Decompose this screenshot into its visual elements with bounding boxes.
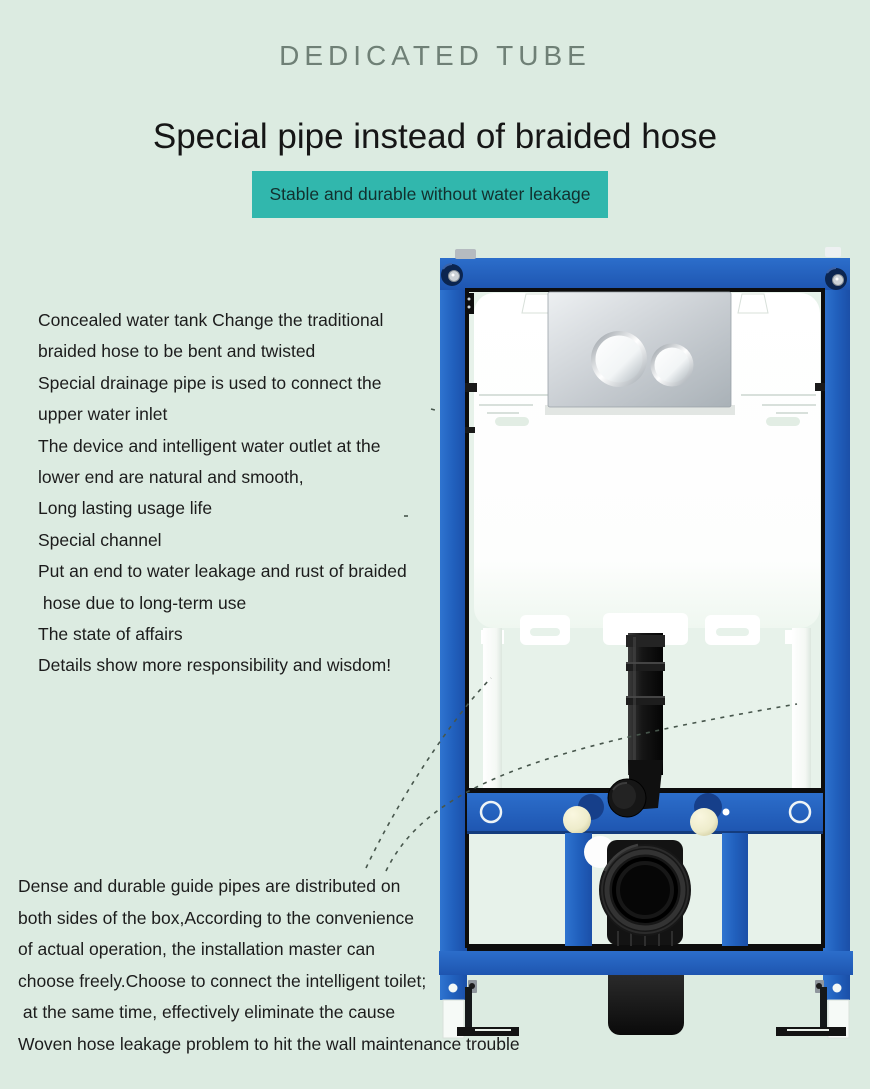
text-line: braided hose to be bent and twisted bbox=[38, 341, 316, 362]
text-line: Woven hose leakage problem to hit the wall maintenance trouble bbox=[18, 1033, 520, 1054]
bottom-description-block bbox=[18, 871, 520, 1060]
text-line: The state of affairs bbox=[38, 623, 183, 644]
flush-plate bbox=[545, 292, 735, 415]
drain-elbow bbox=[599, 840, 691, 946]
foot-plate-right bbox=[776, 1027, 846, 1036]
text-line: Put an end to water leakage and rust of braided bbox=[38, 561, 407, 582]
text-line: at the same time, effectively eliminate the cause bbox=[18, 1002, 396, 1022]
page-title: Special pipe instead of braided hose bbox=[152, 117, 718, 156]
text-line: hose due to long-term use bbox=[38, 592, 247, 613]
text-line: upper water inlet bbox=[38, 404, 168, 425]
feature-banner bbox=[252, 171, 608, 218]
text-line: choose freely.Choose to connect the intelligent toilet; bbox=[18, 970, 427, 991]
text-line: Special drainage pipe is used to connect the bbox=[38, 372, 382, 393]
text-line: Details show more responsibility and wisdom! bbox=[38, 655, 392, 676]
rail-clip bbox=[465, 293, 474, 314]
eyebrow-heading: DEDICATED TUBE bbox=[279, 40, 591, 71]
wall-clip-left bbox=[455, 249, 476, 259]
guide-rod-left bbox=[483, 628, 502, 790]
text-line: Special channel bbox=[38, 529, 162, 550]
drain-outlet bbox=[608, 975, 684, 1035]
text-line: of actual operation, the installation master can bbox=[18, 939, 376, 959]
text-line: Dense and durable guide pipes are distributed on bbox=[18, 876, 401, 896]
text-line: both sides of the box,According to the convenience bbox=[18, 907, 414, 928]
guide-rod-right bbox=[792, 628, 811, 790]
wall-clip-right bbox=[825, 247, 841, 257]
drain-pipe bbox=[626, 633, 665, 775]
adjustment-knob-right bbox=[690, 808, 718, 836]
feature-banner-label: Stable and durable without water leakage bbox=[269, 184, 591, 204]
top-crossbar bbox=[440, 258, 850, 290]
text-line: The device and intelligent water outlet at the bbox=[38, 435, 381, 456]
text-line: lower end are natural and smooth, bbox=[38, 466, 304, 487]
inner-post-right bbox=[722, 833, 748, 951]
left-description-block bbox=[38, 305, 407, 682]
adjustment-knob-left bbox=[563, 806, 591, 834]
text-line: Concealed water tank Change the traditional bbox=[38, 310, 384, 330]
text-line: Long lasting usage life bbox=[38, 498, 213, 519]
